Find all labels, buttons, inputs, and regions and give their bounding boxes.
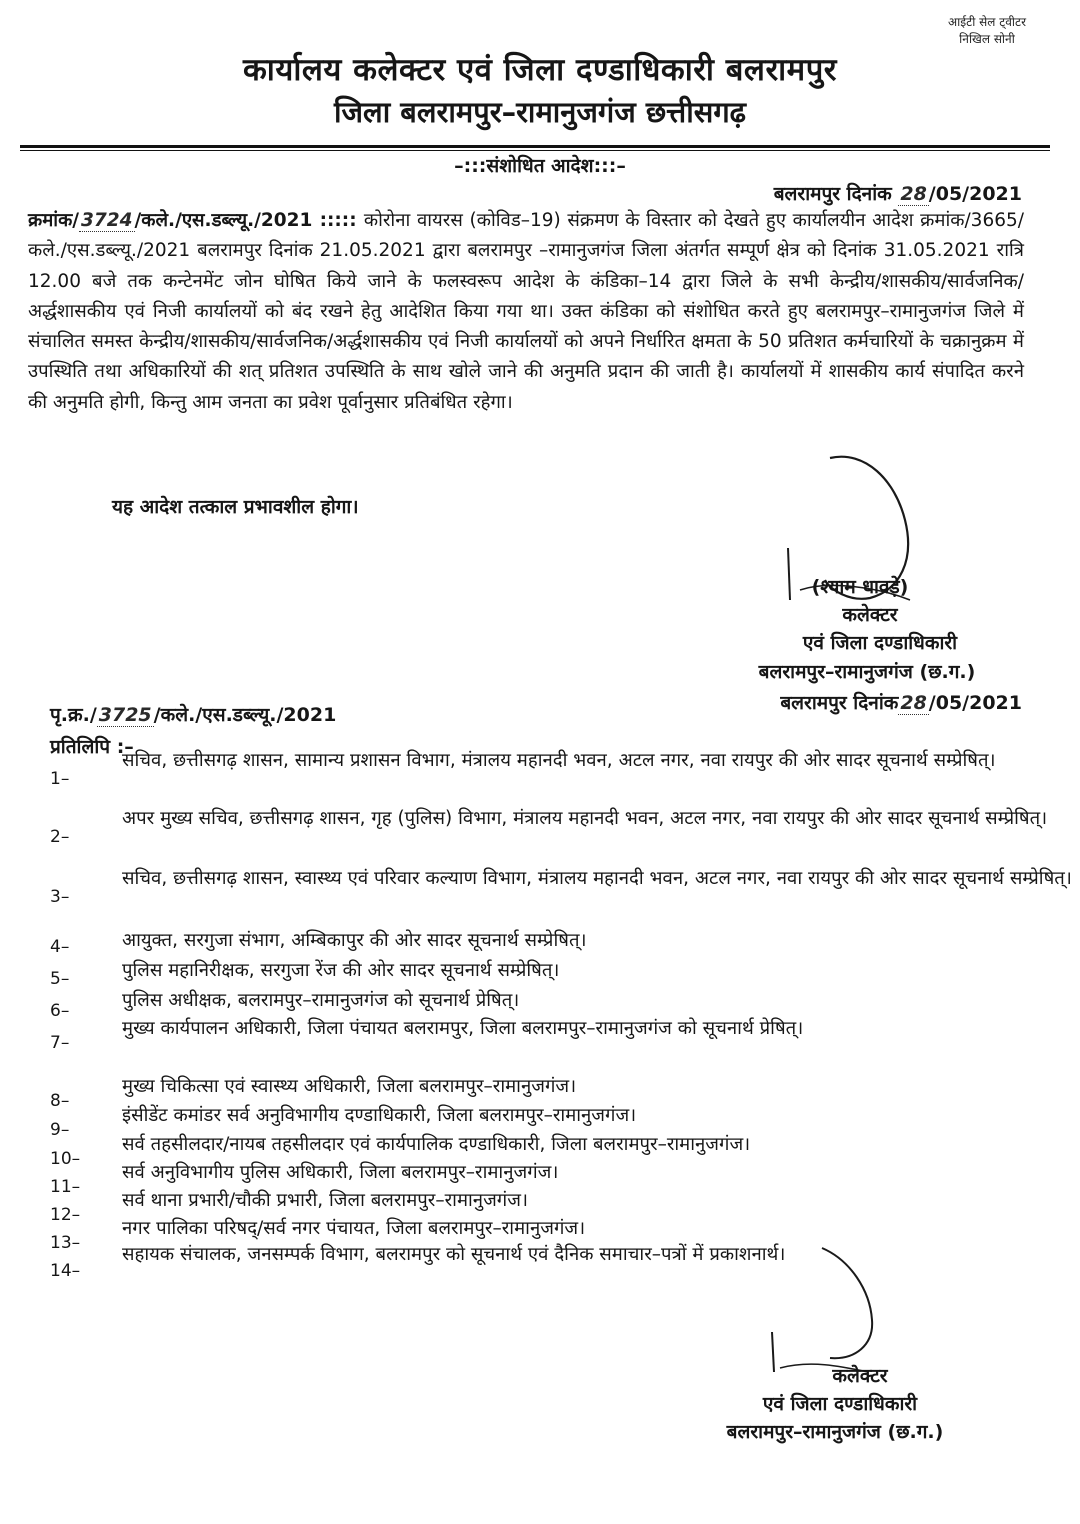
district-title: जिला बलरामपुर–रामानुजगंज छत्तीसगढ़ [334, 95, 746, 129]
signature-1-title2: एवं जिला दण्डाधिकारी [802, 632, 958, 654]
corner-note-line1: आईटी सेल ट्वीटर [948, 15, 1026, 29]
office-title: कार्यालय कलेक्टर एवं जिला दण्डाधिकारी बलरामपुर [243, 52, 837, 88]
signature-1-date [780, 689, 1022, 715]
order-number-value: 3724 [81, 210, 133, 231]
corner-note [932, 14, 1042, 48]
order-effect: यह आदेश तत्काल प्रभावशील होगा। [112, 496, 359, 518]
signature-1-date-suffix: /05/2021 [928, 692, 1022, 714]
endorsement-suffix: /कले./एस.डब्ल्यू./2021 [153, 704, 337, 726]
order-date-day: 28 [900, 183, 927, 205]
order-date-prefix: बलरामपुर दिनांक [773, 183, 892, 205]
signature-1-name: (श्याम धावड़े) [811, 576, 909, 598]
order-number-label: क्रमांक/ [28, 210, 80, 231]
header-divider-thin [20, 150, 1050, 151]
order-number-suffix: /कले./एस.डब्ल्यू./2021 ::::: [134, 210, 364, 231]
order-subject: –:::संशोधित आदेश:::– [454, 155, 626, 177]
order-body [28, 206, 1024, 418]
endorsement-value: 3725 [98, 704, 152, 726]
signature-1-date-prefix: बलरामपुर दिनांक [780, 692, 899, 714]
signature-1-date-day: 28 [900, 692, 927, 714]
corner-note-line2: निखिल सोनी [959, 32, 1015, 46]
copy-heading: प्रतिलिपि :– [50, 736, 134, 758]
signature-2-title1: कलेक्टर [832, 1365, 888, 1387]
endorsement-label: पृ.क्र./ [50, 704, 97, 726]
signature-1-title1: कलेक्टर [842, 604, 898, 626]
header-divider [20, 145, 1050, 148]
order-date [774, 180, 1022, 206]
signature-2-title2: एवं जिला दण्डाधिकारी [762, 1393, 918, 1415]
signature-2-title3: बलरामपुर–रामानुजगंज (छ.ग.) [726, 1421, 944, 1443]
signature-1-title3: बलरामपुर–रामानुजगंज (छ.ग.) [758, 661, 976, 683]
order-body-text: कोरोना वायरस (कोविड–19) संक्रमण के विस्तार को देखते हुए कार्यालयीन आदेश क्रमांक/3665/कले./एस.डब्ल्यू./2021 बलरामपुर दिनांक 21.05.2021 द्वारा बलरामपुर –रामानुजगंज जिला अंतर्गत सम्पूर्ण क्षेत्र को दिनांक 31.05.2021 रात्रि 12.00 बजे तक कन्टेनमेंट जोन घोषित किये जाने के फलस्वरूप आदेश के कंडिका–14 द्वारा जिले के सभी केन्द्रीय/शासकीय/सार्वजनिक/अर्द्धशासकीय एवं निजी कार्यालयों को बंद रखने हेतु आदेशित किया गया था। उक्त कंडिका को संशोधित करते हुए बलरामपुर–रामानुजगंज जिले में संचालित समस्त केन्द्रीय/शासकीय/सार्वजनिक/अर्द्धशासकीय एवं निजी कार्यालयों को अपने निर्धारित क्षमता के 50 प्रतिशत कर्मचारियों के चक्रानुक्रम में उपस्थिति तथा अधिकारियों की शत् प्रतिशत उपस्थिति के साथ खोले जाने की अनुमति प्रदान की जाती है। कार्यालयों में शासकीय कार्य संपादित करने की अनुमति होगी, किन्तु आम जनता का प्रवेश पूर्वानुसार प्रतिबंधित रहेगा। [28, 210, 1024, 413]
order-date-suffix: /05/2021 [928, 183, 1022, 205]
endorsement-number [50, 701, 336, 727]
